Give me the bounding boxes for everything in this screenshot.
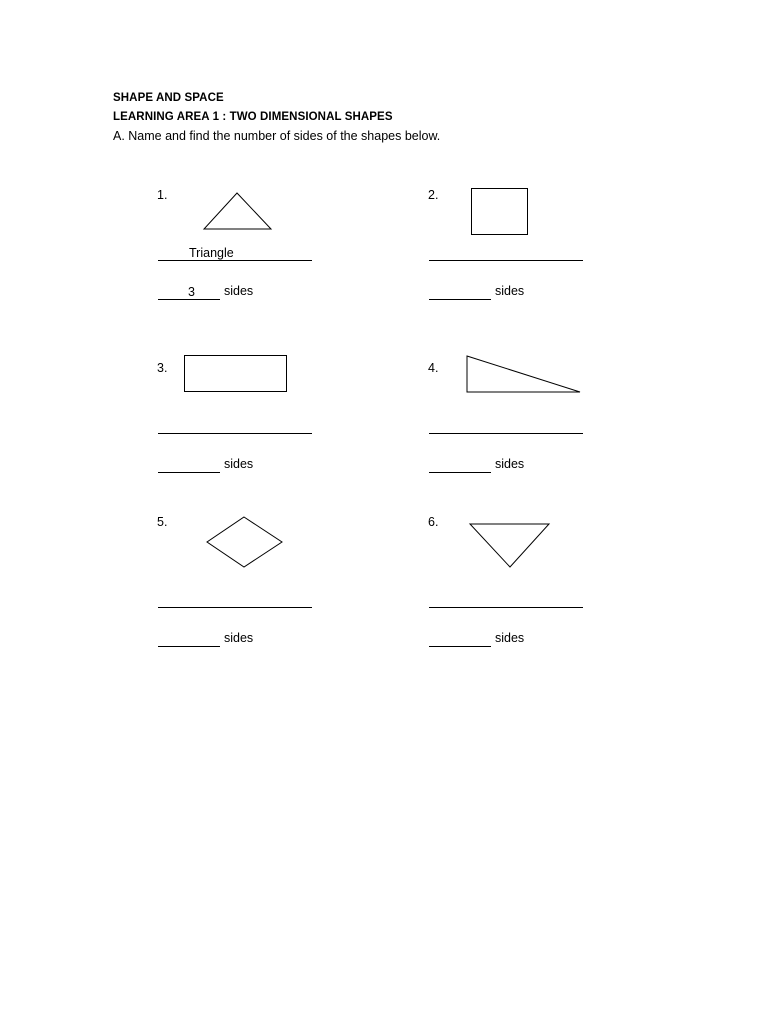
rectangle-icon xyxy=(184,355,288,393)
shape-name-field[interactable] xyxy=(158,245,312,261)
shape-name-field[interactable] xyxy=(429,418,583,434)
item-number: 1. xyxy=(157,188,168,202)
sides-label: sides xyxy=(495,284,525,298)
sides-label: sides xyxy=(495,457,525,471)
sides-count-field[interactable] xyxy=(158,457,220,473)
square-icon xyxy=(471,188,529,236)
shape-name-field[interactable] xyxy=(158,592,312,608)
sides-count-field[interactable] xyxy=(429,457,491,473)
item-number: 4. xyxy=(428,361,439,375)
right-triangle-icon xyxy=(466,355,582,394)
sides-count-field[interactable] xyxy=(158,631,220,647)
shape-name-answer: Triangle xyxy=(189,246,234,260)
sides-label: sides xyxy=(224,284,254,298)
sides-label: sides xyxy=(495,631,525,645)
item-number: 6. xyxy=(428,515,439,529)
shape-name-field[interactable] xyxy=(429,592,583,608)
sides-label: sides xyxy=(224,457,254,471)
rhombus-icon xyxy=(206,516,284,568)
sides-count-answer: 3 xyxy=(188,285,195,299)
sides-count-field[interactable] xyxy=(429,631,491,647)
shape-name-field[interactable] xyxy=(158,418,312,434)
sides-count-field[interactable] xyxy=(158,284,220,300)
instruction-text: A. Name and find the number of sides of the shapes below. xyxy=(113,129,441,143)
sides-label: sides xyxy=(224,631,254,645)
inverted-triangle-icon xyxy=(469,523,551,569)
page-subtitle: LEARNING AREA 1 : TWO DIMENSIONAL SHAPES xyxy=(113,111,393,123)
page-title: SHAPE AND SPACE xyxy=(113,92,224,104)
item-number: 3. xyxy=(157,361,168,375)
sides-count-field[interactable] xyxy=(429,284,491,300)
item-number: 5. xyxy=(157,515,168,529)
item-number: 2. xyxy=(428,188,439,202)
triangle-icon xyxy=(203,192,273,230)
shape-name-field[interactable] xyxy=(429,245,583,261)
